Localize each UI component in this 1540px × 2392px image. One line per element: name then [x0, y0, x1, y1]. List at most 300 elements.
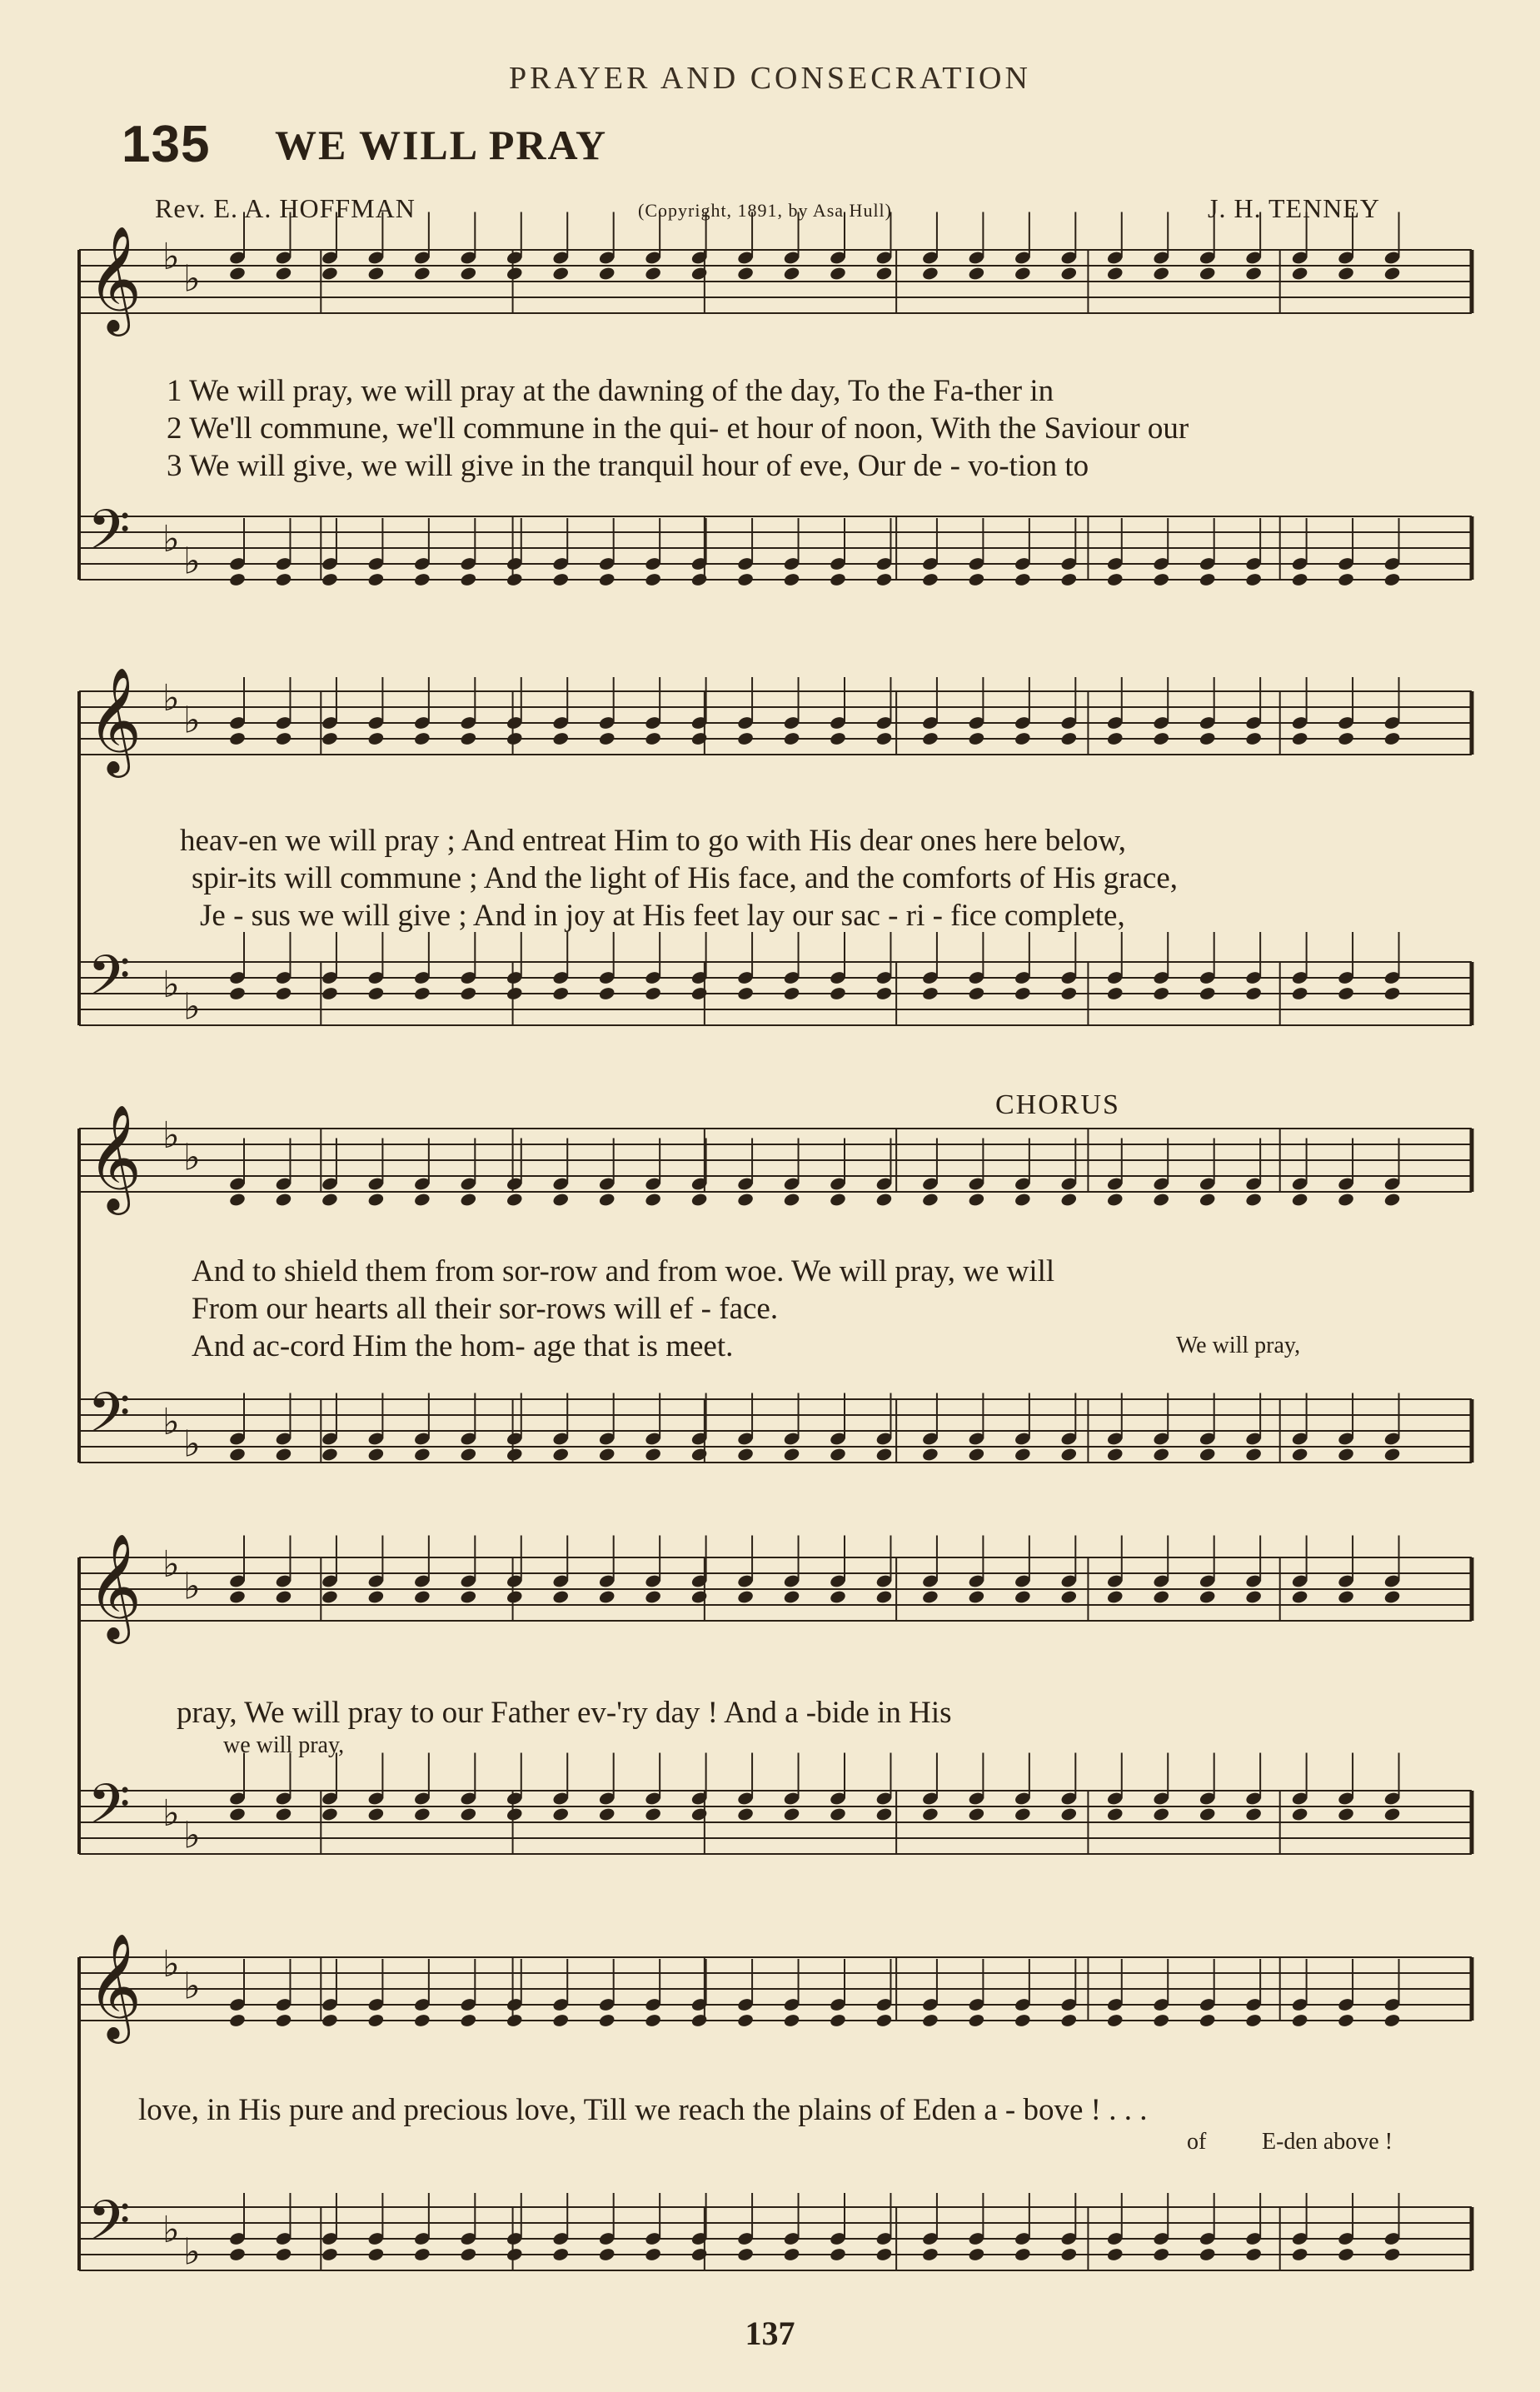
notehead: [413, 1447, 431, 1462]
treble-clef-icon: 𝄞: [87, 666, 142, 773]
flat-icon: ♭: [162, 963, 180, 1006]
notehead: [1383, 1192, 1401, 1207]
notehead: [875, 731, 893, 746]
notehead: [1060, 1806, 1078, 1821]
notehead: [1153, 1447, 1170, 1462]
treble-clef-icon: 𝄞: [87, 1932, 142, 2039]
running-head: PRAYER AND CONSECRATION: [509, 61, 1031, 96]
notehead: [1337, 986, 1354, 1001]
chorus-label: CHORUS: [995, 1089, 1120, 1120]
notehead: [1383, 1589, 1401, 1604]
notehead: [1337, 2013, 1354, 2028]
lyric-line-3-alto: We will pray,: [1176, 1333, 1301, 1358]
notehead: [1153, 731, 1170, 746]
notehead: [1291, 1806, 1308, 1821]
notehead: [228, 1192, 246, 1207]
notehead: [321, 1447, 338, 1462]
notehead: [275, 986, 292, 1001]
notehead: [1244, 1192, 1262, 1207]
notehead: [783, 1192, 800, 1207]
notehead: [968, 1192, 985, 1207]
notehead: [413, 2013, 431, 2028]
notehead: [321, 986, 338, 1001]
notehead: [1244, 2013, 1262, 2028]
notehead: [1337, 572, 1354, 587]
notehead: [1106, 731, 1124, 746]
notehead: [321, 572, 338, 587]
notehead: [968, 2247, 985, 2262]
notehead: [736, 2013, 754, 2028]
notehead: [1383, 986, 1401, 1001]
notehead: [275, 1192, 292, 1207]
notehead: [1383, 1806, 1401, 1821]
notehead: [644, 1447, 661, 1462]
notehead: [460, 731, 477, 746]
notehead: [690, 1447, 708, 1462]
notehead: [644, 2247, 661, 2262]
notehead: [829, 266, 846, 281]
flat-icon: ♭: [162, 1114, 180, 1157]
notehead: [1383, 2013, 1401, 2028]
lyric-line-2-verse-2: spir-its will commune ; And the light of His face, and the comforts of His grace,: [192, 861, 1179, 895]
notehead: [1291, 2247, 1308, 2262]
notehead: [1060, 1589, 1078, 1604]
notehead: [875, 986, 893, 1001]
notehead: [506, 1806, 523, 1821]
notehead: [1244, 266, 1262, 281]
flat-icon: ♭: [162, 1942, 180, 1986]
notehead: [1337, 2247, 1354, 2262]
flat-icon: ♭: [162, 1400, 180, 1443]
notehead: [598, 1589, 616, 1604]
notehead: [598, 266, 616, 281]
lyric-line-5-alto-of: of: [1187, 2129, 1207, 2155]
bass-clef-icon: 𝄢: [87, 944, 131, 1021]
notehead: [644, 2013, 661, 2028]
flat-icon: ♭: [162, 676, 180, 720]
notehead: [1014, 1447, 1031, 1462]
bass-clef-icon: 𝄢: [87, 2189, 131, 2266]
notehead: [736, 266, 754, 281]
page-number: 137: [745, 2315, 795, 2352]
notehead: [968, 572, 985, 587]
notehead: [598, 731, 616, 746]
notehead: [367, 731, 385, 746]
notehead: [1383, 1447, 1401, 1462]
notehead: [1337, 731, 1354, 746]
notehead: [1383, 731, 1401, 746]
flat-icon: ♭: [183, 540, 201, 583]
notehead: [1153, 1806, 1170, 1821]
notehead: [1060, 731, 1078, 746]
notehead: [552, 2247, 570, 2262]
hymn-number: 135: [122, 116, 211, 173]
notehead: [598, 986, 616, 1001]
notehead: [552, 1447, 570, 1462]
notehead: [367, 1589, 385, 1604]
notehead: [1153, 1589, 1170, 1604]
notehead: [644, 986, 661, 1001]
notehead: [1014, 266, 1031, 281]
notehead: [321, 731, 338, 746]
notehead: [321, 1589, 338, 1604]
flat-icon: ♭: [183, 1136, 201, 1179]
notehead: [228, 2013, 246, 2028]
notehead: [413, 731, 431, 746]
notehead: [506, 2013, 523, 2028]
flat-icon: ♭: [183, 1814, 201, 1857]
bass-staff: [79, 1381, 1472, 1465]
lyric-line-3-verse-3: And ac-cord Him the hom- age that is meet.: [192, 1329, 734, 1363]
notehead: [460, 1589, 477, 1604]
notehead: [921, 1192, 939, 1207]
notehead: [1060, 1447, 1078, 1462]
notehead: [460, 266, 477, 281]
bass-clef-icon: 𝄢: [87, 498, 131, 576]
flat-icon: ♭: [162, 2208, 180, 2251]
flat-icon: ♭: [183, 1423, 201, 1466]
notehead: [1106, 572, 1124, 587]
notehead: [783, 986, 800, 1001]
notehead: [921, 1589, 939, 1604]
notehead: [829, 572, 846, 587]
notehead: [783, 1447, 800, 1462]
notehead: [690, 1806, 708, 1821]
notehead: [367, 986, 385, 1001]
notehead: [506, 1589, 523, 1604]
notehead: [1106, 2247, 1124, 2262]
notehead: [644, 266, 661, 281]
notehead: [875, 2247, 893, 2262]
flat-icon: ♭: [162, 1792, 180, 1835]
lyric-line-4-alto: we will pray,: [223, 1732, 345, 1758]
notehead: [1060, 986, 1078, 1001]
notehead: [460, 572, 477, 587]
notehead: [598, 2013, 616, 2028]
flat-icon: ♭: [162, 235, 180, 278]
notehead: [968, 266, 985, 281]
notehead: [968, 731, 985, 746]
notehead: [1291, 1192, 1308, 1207]
notehead: [460, 1806, 477, 1821]
notehead: [783, 2247, 800, 2262]
notehead: [413, 986, 431, 1001]
notehead: [644, 1589, 661, 1604]
notehead: [1199, 266, 1216, 281]
notehead: [1014, 1192, 1031, 1207]
notehead: [1291, 731, 1308, 746]
copyright-notice: (Copyright, 1891, by Asa Hull): [638, 200, 892, 221]
notehead: [413, 572, 431, 587]
notehead: [460, 1192, 477, 1207]
notehead: [783, 1806, 800, 1821]
notehead: [1244, 731, 1262, 746]
treble-clef-icon: 𝄞: [87, 1104, 142, 1210]
bass-clef-icon: 𝄢: [87, 1772, 131, 1850]
bass-staff: [79, 932, 1472, 1028]
notehead: [506, 2247, 523, 2262]
flat-icon: ♭: [183, 985, 201, 1029]
notehead: [875, 266, 893, 281]
notehead: [321, 1806, 338, 1821]
treble-staff: [79, 1932, 1472, 2044]
notehead: [968, 1589, 985, 1604]
flat-icon: ♭: [183, 1965, 201, 2008]
notehead: [1106, 1589, 1124, 1604]
flat-icon: ♭: [162, 517, 180, 561]
notehead: [275, 1447, 292, 1462]
notehead: [1014, 572, 1031, 587]
notehead: [1337, 1192, 1354, 1207]
notehead: [1291, 572, 1308, 587]
notehead: [1153, 2247, 1170, 2262]
notehead: [690, 2247, 708, 2262]
flat-icon: ♭: [183, 699, 201, 742]
notehead: [1199, 986, 1216, 1001]
notehead: [460, 986, 477, 1001]
notehead: [552, 1806, 570, 1821]
lyric-line-2-verse-1: heav-en we will pray ; And entreat Him to go with His dear ones here below,: [180, 824, 1127, 858]
lyric-line-5-alto-eden: E-den above !: [1262, 2129, 1393, 2155]
notehead: [228, 1806, 246, 1821]
notehead: [644, 572, 661, 587]
notehead: [598, 1806, 616, 1821]
notehead: [644, 731, 661, 746]
notehead: [552, 986, 570, 1001]
notehead: [1244, 1589, 1262, 1604]
notehead: [552, 2013, 570, 2028]
flat-icon: ♭: [162, 1542, 180, 1586]
notehead: [690, 731, 708, 746]
notehead: [644, 1192, 661, 1207]
notehead: [367, 1806, 385, 1821]
notehead: [1291, 266, 1308, 281]
lyric-line-3-verse-1: And to shield them from sor-row and from woe. We will pray, we will: [192, 1254, 1055, 1288]
notehead: [598, 1192, 616, 1207]
notehead: [506, 1447, 523, 1462]
notehead: [228, 266, 246, 281]
hymn-title: WE WILL PRAY: [275, 122, 608, 168]
notehead: [1106, 2013, 1124, 2028]
notehead: [690, 2013, 708, 2028]
lyric-line-4: pray, We will pray to our Father ev-'ry day ! And a -bide in His: [177, 1696, 952, 1730]
notehead: [1199, 1806, 1216, 1821]
notehead: [921, 2247, 939, 2262]
notehead: [736, 731, 754, 746]
notehead: [228, 731, 246, 746]
notehead: [1153, 1192, 1170, 1207]
notehead: [598, 2247, 616, 2262]
notehead: [413, 1806, 431, 1821]
notehead: [1244, 572, 1262, 587]
notehead: [736, 2247, 754, 2262]
bass-staff: [79, 498, 1472, 587]
notehead: [1106, 266, 1124, 281]
lyric-line-5: love, in His pure and precious love, Till we reach the plains of Eden a - bove ! . . .: [138, 2093, 1148, 2127]
notehead: [968, 2013, 985, 2028]
notehead: [690, 1589, 708, 1604]
notehead: [1291, 1447, 1308, 1462]
notehead: [367, 1447, 385, 1462]
treble-staff: [79, 1532, 1472, 1644]
notehead: [552, 1192, 570, 1207]
notehead: [552, 1589, 570, 1604]
notehead: [1153, 266, 1170, 281]
notehead: [321, 2013, 338, 2028]
notehead: [321, 266, 338, 281]
notehead: [506, 572, 523, 587]
notehead: [1199, 572, 1216, 587]
notehead: [1199, 2013, 1216, 2028]
notehead: [1106, 986, 1124, 1001]
treble-staff: [79, 666, 1472, 778]
notehead: [1014, 1806, 1031, 1821]
notehead: [275, 2013, 292, 2028]
notehead: [968, 1806, 985, 1821]
notehead: [1014, 986, 1031, 1001]
notehead: [552, 731, 570, 746]
lyric-line-2-verse-3: Je - sus we will give ; And in joy at His feet lay our sac - ri - fice complete,: [200, 899, 1125, 933]
notehead: [321, 1192, 338, 1207]
notehead: [1383, 266, 1401, 281]
bass-staff: [79, 2189, 1472, 2273]
notehead: [1244, 1447, 1262, 1462]
notehead: [1014, 2013, 1031, 2028]
notehead: [460, 2013, 477, 2028]
notehead: [783, 1589, 800, 1604]
notehead: [552, 572, 570, 587]
flat-icon: ♭: [183, 2230, 201, 2274]
notehead: [829, 986, 846, 1001]
notehead: [367, 2247, 385, 2262]
notehead: [413, 2247, 431, 2262]
notehead: [829, 1447, 846, 1462]
notehead: [736, 986, 754, 1001]
notehead: [598, 572, 616, 587]
author-credit: Rev. E. A. HOFFMAN: [155, 193, 416, 223]
notehead: [1291, 2013, 1308, 2028]
notehead: [1014, 731, 1031, 746]
notehead: [1060, 2247, 1078, 2262]
notehead: [736, 1447, 754, 1462]
notehead: [506, 1192, 523, 1207]
notehead: [783, 2013, 800, 2028]
notehead: [1153, 2013, 1170, 2028]
notehead: [1337, 1447, 1354, 1462]
notehead: [228, 2247, 246, 2262]
notehead: [875, 572, 893, 587]
lyric-line-3-verse-2: From our hearts all their sor-rows will ef - face.: [192, 1292, 779, 1326]
notehead: [644, 1806, 661, 1821]
lyric-line-1-verse-3: 3 We will give, we will give in the tranquil hour of eve, Our de - vo-tion to: [167, 449, 1089, 483]
notehead: [875, 1806, 893, 1821]
notehead: [1060, 2013, 1078, 2028]
notehead: [875, 1447, 893, 1462]
lyric-line-1-verse-2: 2 We'll commune, we'll commune in the qui- et hour of noon, With the Saviour our: [167, 411, 1189, 446]
notehead: [1337, 1806, 1354, 1821]
notehead: [921, 266, 939, 281]
notehead: [1383, 2247, 1401, 2262]
bass-clef-icon: 𝄢: [87, 1381, 131, 1458]
notehead: [1153, 572, 1170, 587]
composer-credit: J. H. TENNEY: [1208, 193, 1380, 223]
notehead: [921, 2013, 939, 2028]
notehead: [506, 986, 523, 1001]
notehead: [736, 1192, 754, 1207]
notehead: [968, 986, 985, 1001]
notehead: [367, 572, 385, 587]
notehead: [460, 2247, 477, 2262]
notehead: [1060, 1192, 1078, 1207]
notehead: [829, 2247, 846, 2262]
notehead: [690, 986, 708, 1001]
notehead: [1199, 1192, 1216, 1207]
notehead: [275, 572, 292, 587]
notehead: [1244, 986, 1262, 1001]
notehead: [1291, 1589, 1308, 1604]
notehead: [275, 2247, 292, 2262]
notehead: [690, 1192, 708, 1207]
notehead: [275, 266, 292, 281]
notehead: [321, 2247, 338, 2262]
notehead: [275, 1806, 292, 1821]
notehead: [228, 1589, 246, 1604]
notehead: [228, 1447, 246, 1462]
notehead: [875, 1192, 893, 1207]
notehead: [1060, 572, 1078, 587]
notehead: [413, 1589, 431, 1604]
notehead: [921, 1447, 939, 1462]
notehead: [228, 572, 246, 587]
notehead: [690, 266, 708, 281]
notehead: [1199, 1447, 1216, 1462]
notehead: [1106, 1192, 1124, 1207]
notehead: [1383, 572, 1401, 587]
notehead: [1199, 731, 1216, 746]
notehead: [1153, 986, 1170, 1001]
notehead: [1014, 1589, 1031, 1604]
notehead: [1199, 1589, 1216, 1604]
bass-staff: [79, 1753, 1472, 1857]
notehead: [275, 731, 292, 746]
notehead: [736, 1806, 754, 1821]
treble-staff: [79, 212, 1472, 337]
notehead: [783, 731, 800, 746]
treble-clef-icon: 𝄞: [87, 1532, 142, 1639]
notehead: [367, 1192, 385, 1207]
notehead: [413, 266, 431, 281]
notehead: [413, 1192, 431, 1207]
notehead: [275, 1589, 292, 1604]
notehead: [367, 2013, 385, 2028]
notehead: [1106, 1447, 1124, 1462]
notehead: [552, 266, 570, 281]
notehead: [736, 572, 754, 587]
lyric-line-1-verse-1: 1 We will pray, we will pray at the dawning of the day, To the Fa-ther in: [167, 374, 1054, 408]
notehead: [1244, 1806, 1262, 1821]
notehead: [968, 1447, 985, 1462]
notehead: [1291, 986, 1308, 1001]
notehead: [829, 2013, 846, 2028]
notehead: [598, 1447, 616, 1462]
notehead: [460, 1447, 477, 1462]
notehead: [506, 266, 523, 281]
notehead: [921, 572, 939, 587]
notehead: [506, 731, 523, 746]
notehead: [367, 266, 385, 281]
notehead: [1060, 266, 1078, 281]
flat-icon: ♭: [183, 1565, 201, 1608]
